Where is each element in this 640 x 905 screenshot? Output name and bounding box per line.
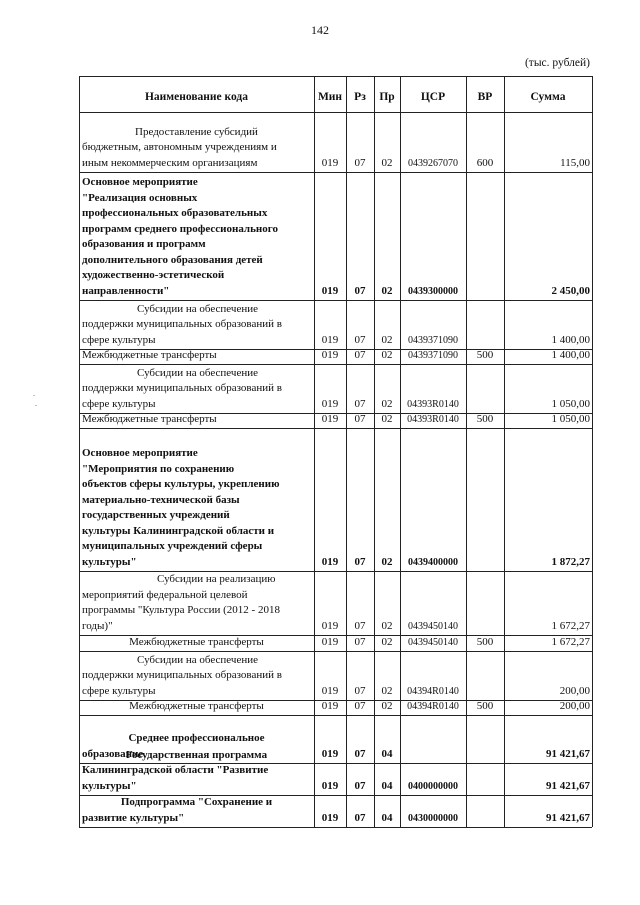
row-name-line: развитие культуры" <box>82 811 185 824</box>
table-vline-7 <box>592 76 593 827</box>
table-hline-2 <box>79 172 592 173</box>
min-cell: 019 <box>321 747 339 760</box>
vr-cell: 500 <box>476 699 494 712</box>
header-name: Наименование кода <box>144 91 248 103</box>
sum-cell: 91 421,67 <box>546 779 590 792</box>
row-name-line: "Мероприятия по сохранению <box>82 462 235 475</box>
row-name-line: образование <box>82 747 144 760</box>
row-name-line: Среднее профессиональное <box>128 732 265 744</box>
row-name-line: программы "Культура России (2012 - 2018 <box>82 604 280 616</box>
row-name-line: Основное мероприятие <box>82 176 198 188</box>
row-name-line: поддержки муниципальных образований в <box>82 382 282 394</box>
rz-cell: 07 <box>354 333 366 346</box>
row-name-line: материально-технической базы <box>82 493 240 506</box>
rz-cell: 07 <box>354 156 366 169</box>
row-name-line: сфере культуры <box>82 397 156 410</box>
sum-cell: 1 872,27 <box>551 555 590 568</box>
sum-cell: 2 450,00 <box>551 284 590 297</box>
vr-cell: 500 <box>476 348 494 361</box>
row-name-line: художественно-эстетической <box>82 269 225 281</box>
row-name-line: иным некоммерческим организациям <box>82 156 258 169</box>
sum-cell: 1 672,27 <box>551 635 590 648</box>
row-name-line: объектов сферы культуры, укреплению <box>82 478 280 490</box>
row-name-line: направленности" <box>82 284 170 297</box>
row-name-line: Государственная программа <box>125 748 268 761</box>
csr-cell: 0439300000 <box>408 285 458 297</box>
row-name-line: Межбюджетные трансферты <box>82 348 217 361</box>
row-name-line: Подпрограмма "Сохранение и <box>120 796 273 808</box>
vr-cell: 500 <box>476 635 494 648</box>
rz-cell: 07 <box>354 555 366 568</box>
csr-cell: 04393R0140 <box>407 398 459 410</box>
pr-cell: 02 <box>381 156 393 169</box>
header-csr: ЦСР <box>420 91 446 103</box>
table-hline-15 <box>79 827 592 828</box>
table-hline-12 <box>79 715 592 716</box>
rz-cell: 07 <box>354 779 366 792</box>
header-sum: Сумма <box>530 91 566 103</box>
row-name-line: поддержки муниципальных образований в <box>82 318 282 330</box>
row-name-line: культуры" <box>82 779 137 792</box>
rz-cell: 07 <box>354 635 366 648</box>
csr-cell: 04394R0140 <box>407 700 459 712</box>
sum-cell: 200,00 <box>559 699 590 712</box>
sum-cell: 1 400,00 <box>551 348 590 361</box>
min-cell: 019 <box>321 811 339 824</box>
header-rz: Рз <box>354 91 366 103</box>
csr-cell: 04393R0140 <box>407 413 459 425</box>
pr-cell: 04 <box>381 811 393 824</box>
rz-cell: 07 <box>354 348 366 361</box>
units-note: (тыс. рублей) <box>524 57 590 69</box>
pr-cell: 02 <box>381 684 393 697</box>
row-name-line: профессиональных образовательных <box>82 207 268 219</box>
row-name-line: Субсидии на реализацию <box>157 573 276 585</box>
header-pr: Пр <box>379 91 395 103</box>
pr-cell: 02 <box>381 348 393 361</box>
row-name-line: государственных учреждений <box>82 509 230 521</box>
rz-cell: 07 <box>354 684 366 697</box>
row-name-line: поддержки муниципальных образований в <box>82 669 282 681</box>
min-cell: 019 <box>321 619 339 632</box>
rz-cell: 07 <box>354 619 366 632</box>
pr-cell: 02 <box>381 635 393 648</box>
pr-cell: 04 <box>381 779 393 792</box>
row-name-line: мероприятий федеральной целевой <box>82 588 248 601</box>
rz-cell: 07 <box>354 811 366 824</box>
pr-cell: 02 <box>381 619 393 632</box>
sum-cell: 115,00 <box>560 156 590 169</box>
min-cell: 019 <box>321 333 339 346</box>
rz-cell: 07 <box>354 699 366 712</box>
sum-cell: 1 400,00 <box>551 333 590 346</box>
row-name-line: культуры Калининградской области и <box>82 524 275 537</box>
sum-cell: 1 050,00 <box>551 412 590 425</box>
row-name-line: годы)" <box>82 619 113 632</box>
rz-cell: 07 <box>354 284 366 297</box>
csr-cell: 0430000000 <box>408 812 458 824</box>
min-cell: 019 <box>321 699 339 712</box>
sum-cell: 91 421,67 <box>546 811 590 824</box>
scan-speck <box>33 395 35 396</box>
min-cell: 019 <box>321 412 339 425</box>
scan-speck <box>35 405 37 406</box>
row-name-line: программ среднего профессионального <box>82 222 278 235</box>
row-name-line: сфере культуры <box>82 684 156 697</box>
row-name-line: муниципальных учреждений сферы <box>82 540 263 552</box>
csr-cell: 0439450140 <box>408 636 458 648</box>
csr-cell: 04394R0140 <box>407 685 459 697</box>
row-name-line: образования и программ <box>82 238 206 250</box>
table-hline-8 <box>79 571 592 572</box>
min-cell: 019 <box>321 684 339 697</box>
min-cell: 019 <box>321 635 339 648</box>
csr-cell: 0439400000 <box>408 556 458 568</box>
min-cell: 019 <box>321 156 339 169</box>
vr-cell: 600 <box>476 156 494 169</box>
row-name-line: Субсидии на обеспечение <box>137 366 258 379</box>
pr-cell: 02 <box>381 699 393 712</box>
row-name-line: Межбюджетные трансферты <box>129 699 264 712</box>
header-vr: ВР <box>477 91 493 103</box>
pr-cell: 02 <box>381 412 393 425</box>
table-hline-1 <box>79 112 592 113</box>
pr-cell: 04 <box>381 747 393 760</box>
row-name-line: Субсидии на обеспечение <box>137 653 258 666</box>
rz-cell: 07 <box>354 412 366 425</box>
csr-cell: 0439267070 <box>408 157 458 169</box>
min-cell: 019 <box>321 397 339 410</box>
row-name-line: Субсидии на обеспечение <box>137 302 258 315</box>
page-number: 142 <box>311 23 329 37</box>
pr-cell: 02 <box>381 555 393 568</box>
pr-cell: 02 <box>381 284 393 297</box>
min-cell: 019 <box>321 555 339 568</box>
table-hline-7 <box>79 428 592 429</box>
rz-cell: 07 <box>354 747 366 760</box>
row-name-line: Предоставление субсидий <box>135 125 258 138</box>
sum-cell: 1 050,00 <box>551 397 590 410</box>
sum-cell: 200,00 <box>559 684 590 697</box>
min-cell: 019 <box>321 348 339 361</box>
row-name-line: Межбюджетные трансферты <box>129 635 264 648</box>
rz-cell: 07 <box>354 397 366 410</box>
table-hline-0 <box>79 76 592 77</box>
sum-cell: 91 421,67 <box>546 747 590 760</box>
pr-cell: 02 <box>381 397 393 410</box>
csr-cell: 0439371090 <box>408 334 458 346</box>
row-name-line: сфере культуры <box>82 333 156 346</box>
sum-cell: 1 672,27 <box>551 619 590 632</box>
csr-cell: 0400000000 <box>408 780 458 792</box>
row-name-line: культуры" <box>82 555 137 568</box>
row-name-line: Калининградской области "Развитие <box>82 764 269 776</box>
header-min: Мин <box>317 91 343 103</box>
row-name-line: дополнительного образования детей <box>82 253 263 266</box>
csr-cell: 0439371090 <box>408 349 458 361</box>
vr-cell: 500 <box>476 412 494 425</box>
row-name-line: Межбюджетные трансферты <box>82 412 217 425</box>
row-name-line: "Реализация основных <box>82 191 198 204</box>
min-cell: 019 <box>321 779 339 792</box>
row-name-line: бюджетным, автономным учреждениям и <box>82 141 277 153</box>
pr-cell: 02 <box>381 333 393 346</box>
min-cell: 019 <box>321 284 339 297</box>
csr-cell: 0439450140 <box>408 620 458 632</box>
row-name-line: Основное мероприятие <box>82 447 198 459</box>
